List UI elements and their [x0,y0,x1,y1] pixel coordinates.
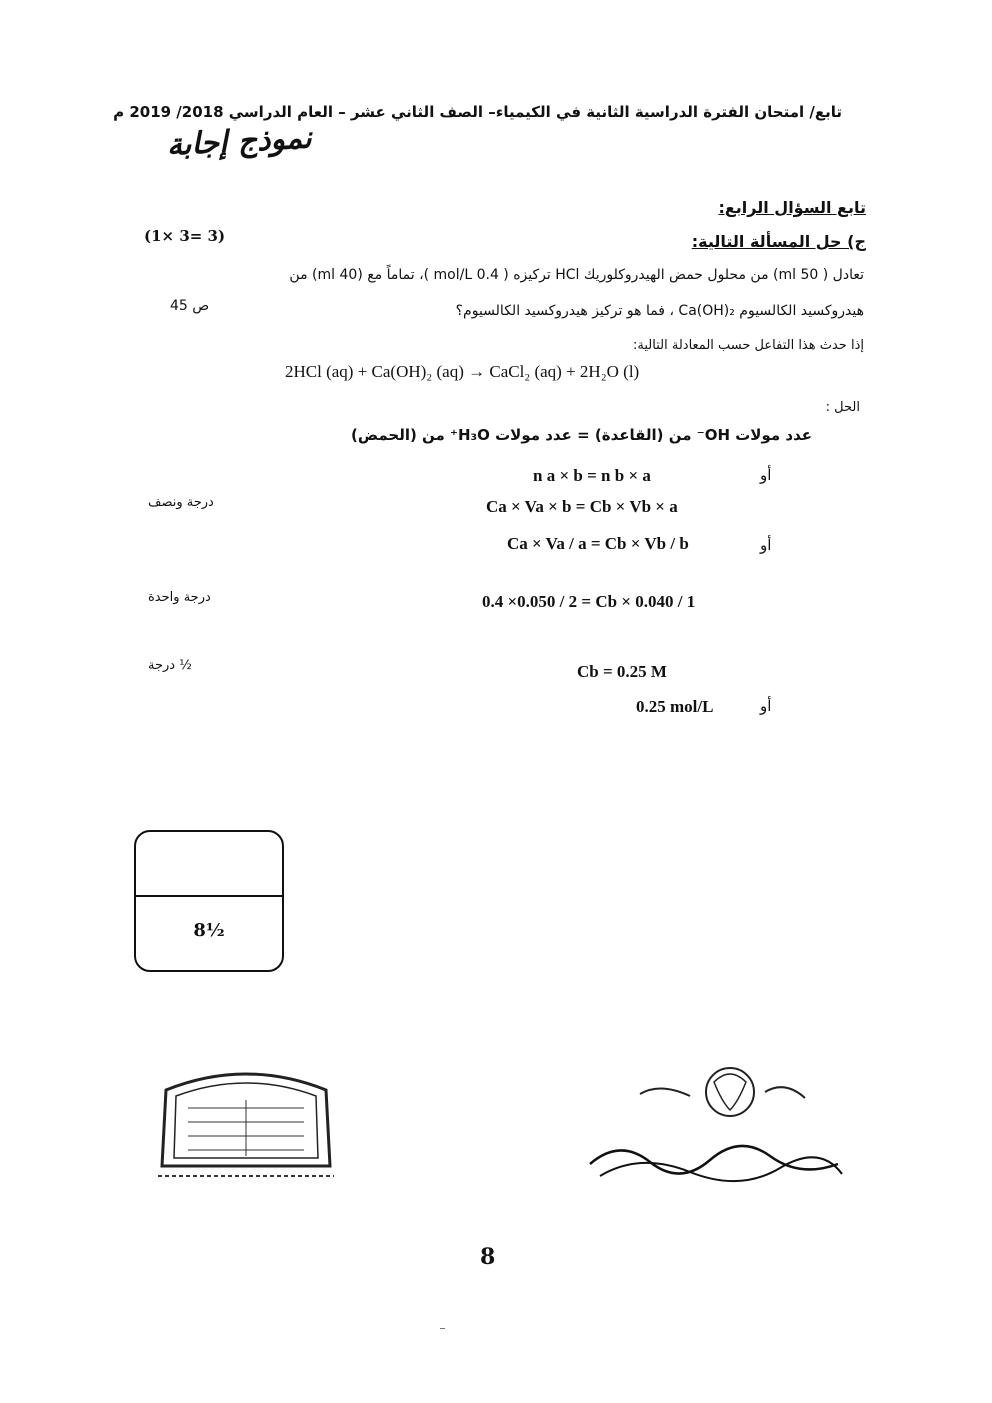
equation-3: Ca × Va / a = Cb × Vb / b [507,534,689,553]
grade-label: درجة واحدة [148,590,211,605]
question-marks: (1× 3= 3) [144,227,226,245]
solution-label: الحل : [825,400,860,415]
page-reference: ص 45 [170,298,210,314]
or-label: أو [760,466,772,484]
section-title: تابع السؤال الرابع: [718,198,866,217]
equation-4: 0.4 ×0.050 / 2 = Cb × 0.040 / 1 [482,592,696,611]
ministry-signature-stamp [580,1052,852,1188]
ministry-seal-stamp [148,1066,344,1186]
reaction-equation: 2HCl (aq) + Ca(OH)₂ (aq) → CaCl₂ (aq) + 2H₂O (l) [285,362,640,381]
scan-mark [440,1328,445,1329]
or-label: أو [760,536,772,554]
equation-5: Cb = 0.25 M [577,662,667,681]
problem-line-2: هيدروكسيد الكالسيوم Ca(OH)₂ ، فما هو تركيز هيدروكسيد الكالسيوم؟ [455,303,864,319]
equation-2: Ca × Va × b = Cb × Vb × a [486,497,678,516]
page-number: 8 [480,1244,496,1270]
mole-equality-statement: عدد مولات OH⁻ من (القاعدة) = عدد مولات H₃O⁺ من (الحمض) [351,426,812,444]
score-box-divider [136,895,282,897]
equation-6: 0.25 mol/L [636,697,714,716]
problem-line-1: تعادل ( 50 ml) من محلول حمض الهيدروكلوريك HCl تركيزه ( 0.4 mol/L )، تماماً مع (40 ml) من [289,267,864,283]
score-box [134,830,284,972]
grade-label: ½ درجة [148,658,192,673]
problem-line-3: إذا حدث هذا التفاعل حسب المعادلة التالية: [633,338,864,353]
or-label: أو [760,697,772,715]
grade-label: درجة ونصف [148,495,214,510]
exam-header: تابع/ امتحان الفترة الدراسية الثانية في الكيمياء– الصف الثاني عشر – العام الدراسي 2018/ 2019 م [113,103,842,121]
question-label: ج) حل المسألة التالية: [691,232,866,251]
answer-model-title: نموذج إجابة [166,120,313,163]
equation-1: n a × b = n b × a [533,466,651,485]
score-value: 8½ [193,920,225,941]
